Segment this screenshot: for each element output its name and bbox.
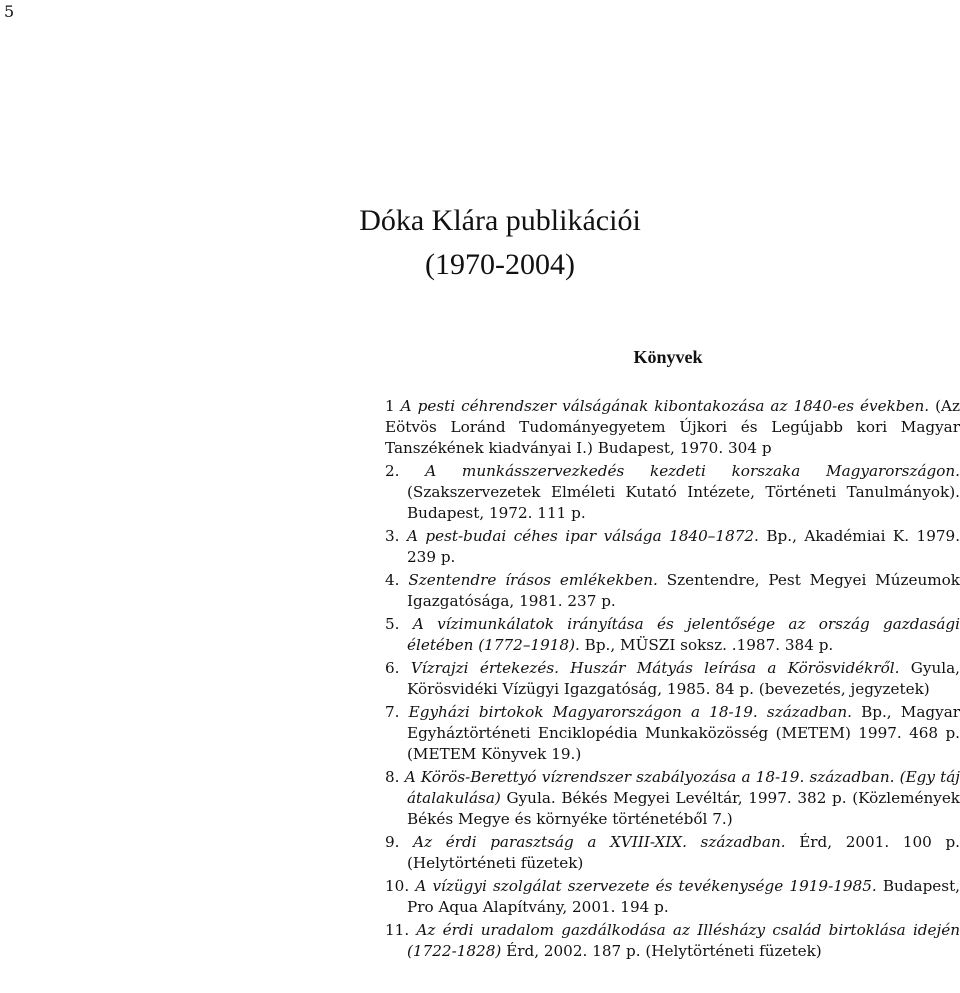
entry-number: 11. <box>385 921 410 939</box>
entry-number: 2. <box>385 462 400 480</box>
entry-number: 4. <box>385 571 400 589</box>
entry-number: 7. <box>385 703 400 721</box>
entry-number: 6. <box>385 659 400 677</box>
publication-entry <box>385 570 960 612</box>
entry-number: 1 <box>385 397 395 415</box>
entry-details: Érd, 2002. 187 p. (Helytörténeti füzetek) <box>506 942 822 960</box>
entry-title: Egyházi birtokok Magyarországon a 18-19. században. <box>408 703 852 721</box>
publication-entry <box>385 876 960 918</box>
entry-title: Vízrajzi értekezés. Huszár Mátyás leírása a Körösvidékről. <box>410 659 900 677</box>
entry-title: A munkásszervezkedés kezdeti korszaka Magyarországon. <box>425 462 960 480</box>
publication-entry <box>385 396 960 459</box>
entry-title: A pesti céhrendszer válságának kibontakozása az 1840-es években. <box>400 397 930 415</box>
entry-title: Az érdi parasztság a XVIII-XIX. században. <box>413 833 786 851</box>
publication-entry <box>385 920 960 962</box>
page-number: 5 <box>4 2 15 21</box>
entry-number: 8. <box>385 768 400 786</box>
page-title: Dóka Klára publikációi <box>359 204 641 237</box>
entry-number: 9. <box>385 833 400 851</box>
entry-title: A vízügyi szolgálat szervezete és tevékenysége 1919-1985. <box>415 877 877 895</box>
entry-details: (Az Eötvös Loránd Tudományegyetem Újkori és Legújabb kori Magyar Tanszékének kiadványai I.) Budapest, 1970. 304 p <box>385 397 960 457</box>
section-heading-books: Könyvek <box>633 347 703 367</box>
entry-details: Gyula. Békés Megyei Levéltár, 1997. 382 p. (Közlemények Békés Megye és környéke történetéből 7.) <box>407 789 960 828</box>
entry-details: Szentendre, Pest Megyei Múzeumok Igazgatósága, 1981. 237 p. <box>407 571 960 610</box>
publication-list <box>385 396 960 964</box>
publication-entry <box>385 461 960 524</box>
entry-title: Az érdi uradalom gazdálkodása az Illésházy család birtoklása idején (1722-1828) <box>407 921 960 960</box>
entry-details: Érd, 2001. 100 p. (Helytörténeti füzetek) <box>407 833 960 872</box>
publication-entry <box>385 832 960 874</box>
entry-details: (Szakszervezetek Elméleti Kutató Intézete, Történeti Tanulmányok). Budapest, 1972. 111 p. <box>407 483 960 522</box>
entry-title: A pest-budai céhes ipar válsága 1840–1872. <box>406 527 759 545</box>
entry-number: 3. <box>385 527 400 545</box>
publication-entry <box>385 767 960 830</box>
entry-details: Bp., MÜSZI soksz. .1987. 384 p. <box>584 636 834 654</box>
page-subtitle-years: (1970-2004) <box>425 248 575 281</box>
publication-entry <box>385 658 960 700</box>
entry-title: A vízimunkálatok irányítása és jelentősége az ország gazdasági életében (1772–1918). <box>407 615 960 654</box>
entry-title: A Körös-Berettyó vízrendszer szabályozása a 18-19. században. (Egy táj átalakulása) <box>404 768 960 807</box>
entry-title: Szentendre írásos emlékekben. <box>408 571 658 589</box>
entry-details: Gyula, Körösvidéki Vízügyi Igazgatóság, 1985. 84 p. (bevezetés, jegyzetek) <box>407 659 960 698</box>
entry-details: Bp., Magyar Egyháztörténeti Enciklopédia Munkaközösség (METEM) 1997. 468 p. (METEM Könyvek 19.) <box>407 703 960 763</box>
publication-entry <box>385 614 960 656</box>
entry-number: 10. <box>385 877 410 895</box>
entry-number: 5. <box>385 615 400 633</box>
publication-entry <box>385 702 960 765</box>
entry-details: Bp., Akadémiai K. 1979. 239 p. <box>407 527 960 566</box>
publication-entry <box>385 526 960 568</box>
entry-details: Budapest, Pro Aqua Alapítvány, 2001. 194 p. <box>407 877 960 916</box>
